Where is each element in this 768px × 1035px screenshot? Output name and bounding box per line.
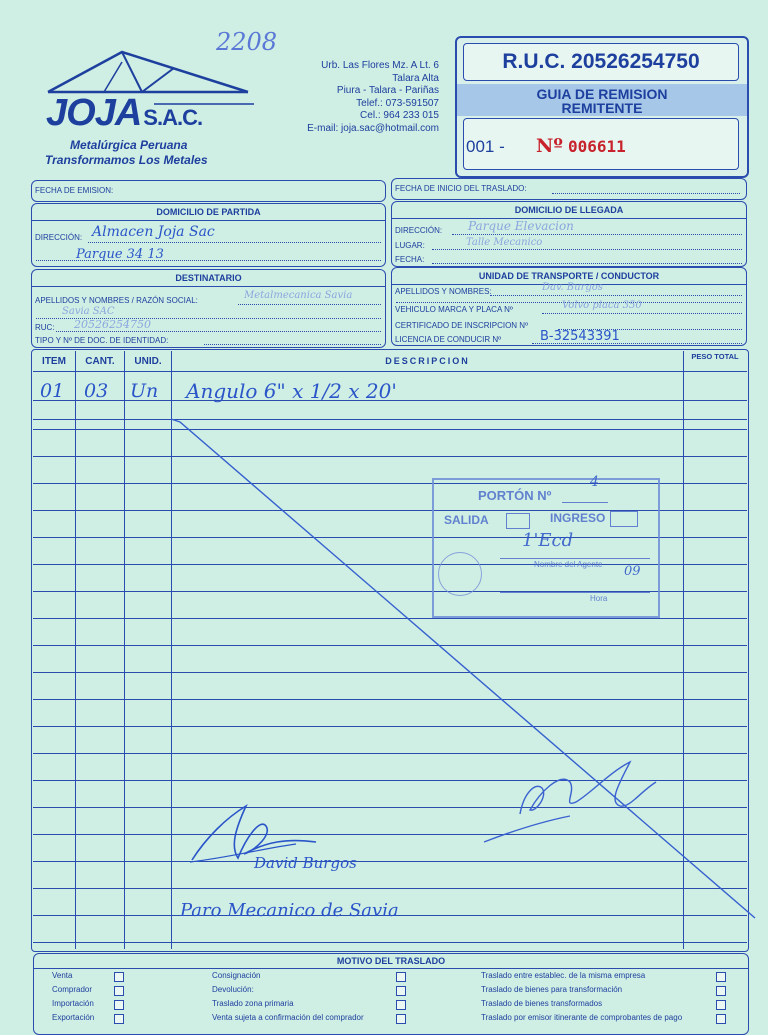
porton-value: 4 <box>590 474 599 490</box>
col-header-unid: UNID. <box>134 356 162 367</box>
motivo-option-checkbox[interactable] <box>396 986 406 996</box>
motivo-option-checkbox[interactable] <box>396 1000 406 1010</box>
stamp-hora-handwriting: 09 <box>624 564 641 579</box>
motivo-option-label: Exportación <box>52 1013 95 1022</box>
col-header-cant: CANT. <box>85 356 115 367</box>
phone: Telef.: 073-591507 <box>356 97 439 109</box>
motivo-option-label: Traslado entre establec. de la misma empresa <box>481 971 646 980</box>
salida-label: SALIDA <box>444 513 489 527</box>
licencia-value: B-32543391 <box>540 329 620 344</box>
address-line: Urb. Las Flores Mz. A Lt. 6 <box>321 60 439 71</box>
destinatario-name-value-2: Savia SAC <box>62 306 115 317</box>
motivo-option-checkbox[interactable] <box>114 1014 124 1024</box>
signer-name: David Burgos <box>254 854 357 872</box>
motivo-option-label: Traslado zona primaria <box>212 999 294 1008</box>
motivo-option-label: Comprador <box>52 985 93 994</box>
licencia-label: LICENCIA DE CONDUCIR Nº <box>395 335 502 344</box>
email: E-mail: joja.sac@hotmail.com <box>307 122 439 134</box>
col-header-descripcion: DESCRIPCION <box>385 356 470 366</box>
fecha-label: FECHA: <box>395 255 425 264</box>
vehiculo-label: VEHICULO MARCA Y PLACA Nº <box>395 305 513 314</box>
address-line: Piura - Talara - Pariñas <box>336 85 439 97</box>
doc-type: GUIA DE REMISION <box>536 86 668 102</box>
llegada-lugar-value: Talle Mecanico <box>466 237 543 248</box>
stamp-handwriting: 1'Ecd <box>522 530 574 551</box>
ruc-label: RUC: <box>35 323 55 332</box>
vehiculo-value: Volvo placa 350 <box>562 300 642 311</box>
motivo-option-label: Traslado por emisor itinerante de comprobantes de pago <box>481 1013 683 1022</box>
footer-handwritten-note: Paro Mecanico de Savia <box>180 900 399 921</box>
razon-social-label: APELLIDOS Y NOMBRES / RAZÓN SOCIAL: <box>35 296 198 305</box>
section-header: DOMICILIO DE LLEGADA <box>514 205 624 215</box>
motivo-option-label: Venta <box>52 971 73 980</box>
section-header: MOTIVO DEL TRASLADO <box>336 956 446 966</box>
company-tagline: Metalúrgica Peruana <box>70 138 188 152</box>
direccion-label: DIRECCIÓN: <box>35 233 83 242</box>
signature-2 <box>480 752 660 852</box>
doc-type: REMITENTE <box>561 100 643 116</box>
hora-label: Hora <box>590 594 608 603</box>
conductor-value: Dav. Burgos <box>542 282 603 293</box>
motivo-traslado-box <box>33 953 749 1035</box>
motivo-option-checkbox[interactable] <box>114 986 124 996</box>
lugar-label: LUGAR: <box>395 241 425 250</box>
cellphone: Cel.: 964 233 015 <box>360 110 439 122</box>
destinatario-name-value: Metalmecanica Savia <box>244 290 353 301</box>
motivo-option-checkbox[interactable] <box>716 1000 726 1010</box>
doc-series: 001 - <box>466 137 505 156</box>
tipo-doc-label: TIPO Y Nº DE DOC. DE IDENTIDAD: <box>35 336 169 345</box>
partida-direccion-value: Almacen Joja Sac <box>92 224 215 240</box>
motivo-option-checkbox[interactable] <box>114 972 124 982</box>
doc-number-label: Nº <box>536 135 563 157</box>
section-header: DOMICILIO DE PARTIDA <box>156 207 261 217</box>
motivo-option-checkbox[interactable] <box>114 1000 124 1010</box>
motivo-option-checkbox[interactable] <box>396 972 406 982</box>
motivo-option-label: Traslado de bienes transformados <box>481 999 603 1008</box>
conductor-label: APELLIDOS Y NOMBRES: <box>395 287 492 296</box>
fecha-inicio-label: FECHA DE INICIO DEL TRASLADO: <box>395 184 527 193</box>
motivo-option-label: Traslado de bienes para transformación <box>481 985 623 994</box>
motivo-option-label: Venta sujeta a confirmación del comprador <box>212 1013 364 1022</box>
col-header-item: ITEM <box>42 356 66 367</box>
motivo-option-checkbox[interactable] <box>716 972 726 982</box>
col-header-peso: PESO TOTAL <box>691 352 739 361</box>
ingreso-checkbox <box>610 511 638 527</box>
nombre-agente-label: Nombre del Agente <box>534 560 603 569</box>
row-item-value: 01 <box>40 380 65 402</box>
section-header: UNIDAD DE TRANSPORTE / CONDUCTOR <box>478 271 660 281</box>
certificado-label: CERTIFICADO DE INSCRIPCION Nº <box>395 321 529 330</box>
llegada-direccion-value: Parque Elevacion <box>468 219 574 233</box>
company-name: JOJAS.A.C. <box>46 92 203 134</box>
partida-direccion-value-2: Parque 34 13 <box>76 247 164 262</box>
porton-label: PORTÓN Nº <box>478 488 552 503</box>
direccion-label: DIRECCIÓN: <box>395 226 443 235</box>
motivo-option-checkbox[interactable] <box>716 1014 726 1024</box>
motivo-option-label: Importación <box>52 999 94 1008</box>
motivo-option-label: Devolución: <box>212 985 254 994</box>
motivo-option-checkbox[interactable] <box>396 1014 406 1024</box>
section-header: DESTINATARIO <box>175 273 242 283</box>
fecha-emision-label: FECHA DE EMISION: <box>35 186 114 195</box>
salida-checkbox <box>506 513 530 529</box>
ingreso-label: INGRESO <box>550 511 606 525</box>
motivo-option-checkbox[interactable] <box>716 986 726 996</box>
doc-number: 006611 <box>568 137 626 156</box>
stamp-seal-icon <box>438 552 482 596</box>
destinatario-ruc-value: 20526254750 <box>74 318 151 331</box>
address-line: Talara Alta <box>392 72 439 84</box>
porton-stamp <box>432 474 660 618</box>
motivo-option-label: Consignación <box>212 971 261 980</box>
handwritten-note: 2208 <box>216 28 278 56</box>
ruc-number: R.U.C. 20526254750 <box>502 50 700 73</box>
row-descripcion-value: Angulo 6" x 1/2 x 20' <box>186 379 397 403</box>
row-cant-value: 03 <box>84 380 109 402</box>
row-unid-value: Un <box>130 380 159 402</box>
company-tagline: Transformamos Los Metales <box>45 153 208 167</box>
